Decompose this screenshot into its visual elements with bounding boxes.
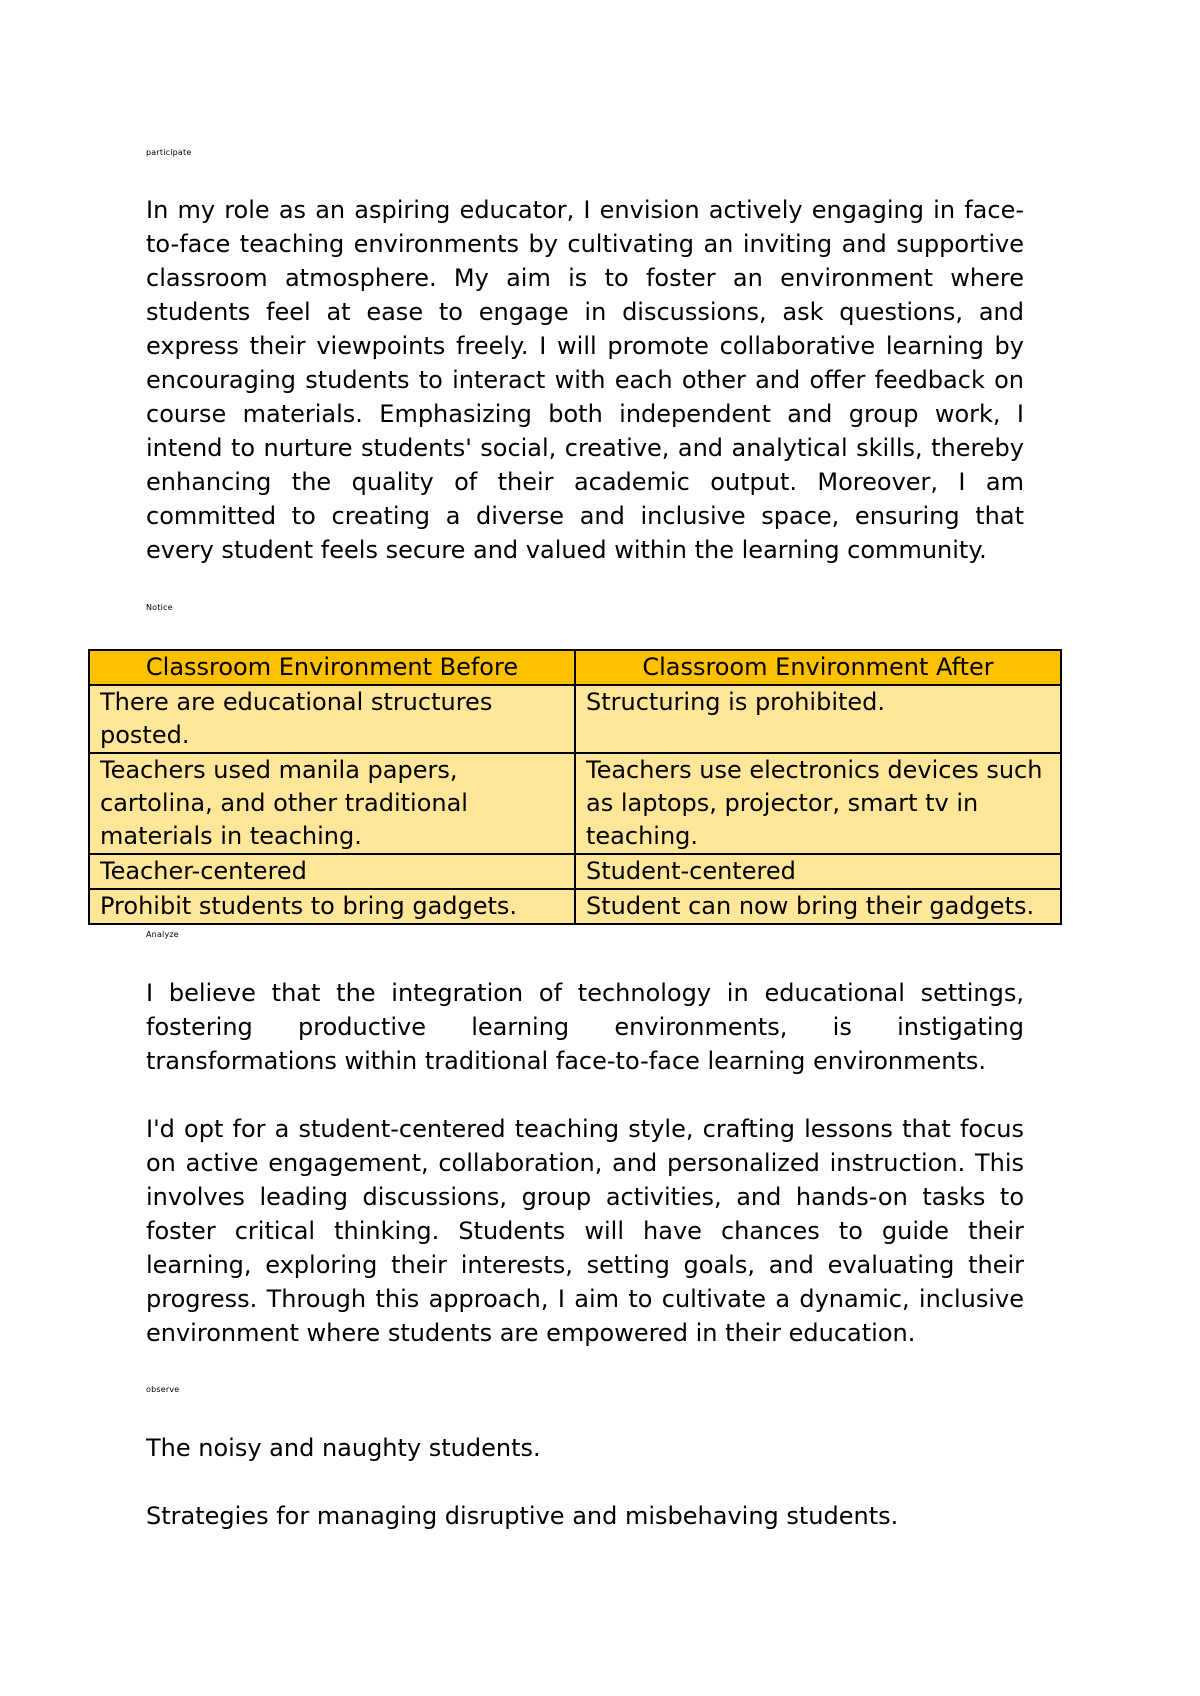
table-cell-after: Student-centered [575,854,1061,889]
observe-label: observe [146,1385,180,1394]
table-cell-before: There are educational structures posted. [89,685,575,753]
table-cell-after: Student can now bring their gadgets. [575,889,1061,924]
table-row [89,753,1061,854]
observe-paragraph-1: The noisy and naughty students. [146,1434,541,1462]
table-header-before: Classroom Environment Before [89,650,575,685]
table-row [89,685,1061,753]
table-cell-before: Teacher-centered [89,854,575,889]
table-cell-after: Teachers use electronics devices such as laptops, projector, smart tv in teaching. [575,753,1061,854]
analyze-label: Analyze [146,930,179,939]
analyze-paragraph-1: I believe that the integration of technology in educational settings, fostering productive learning environments, is instigating transformations within traditional face-to-face learning environments. [146,979,1024,1075]
notice-label: Notice [146,603,173,612]
participate-paragraph: In my role as an aspiring educator, I envision actively engaging in face-to-face teaching environments by cultivating an inviting and supportive classroom atmosphere. My aim is to foster an environment where students feel at ease to engage in discussions, ask questions, and express their viewpoints freely. I will promote collaborative learning by encouraging students to interact with each other and offer feedback on course materials. Emphasizing both independent and group work, I intend to nurture students' social, creative, and analytical skills, thereby enhancing the quality of their academic output. Moreover, I am committed to creating a diverse and inclusive space, ensuring that every student feels secure and valued within the learning community. [146,196,1024,564]
table-header-row [89,650,1061,685]
table-cell-before: Prohibit students to bring gadgets. [89,889,575,924]
observe-paragraph-2: Strategies for managing disruptive and misbehaving students. [146,1502,899,1530]
classroom-environment-table [88,649,1062,925]
table-row [89,889,1061,924]
table-cell-after: Structuring is prohibited. [575,685,1061,753]
table-row [89,854,1061,889]
analyze-paragraph-2: I'd opt for a student-centered teaching style, crafting lessons that focus on active engagement, collaboration, and personalized instruction. This involves leading discussions, group activities, and hands-on tasks to foster critical thinking. Students will have chances to guide their learning, exploring their interests, setting goals, and evaluating their progress. Through this approach, I aim to cultivate a dynamic, inclusive environment where students are empowered in their education. [146,1115,1024,1347]
table-cell-before: Teachers used manila papers, cartolina, and other traditional materials in teaching. [89,753,575,854]
participate-label: participate [146,148,192,157]
table-header-after: Classroom Environment After [575,650,1061,685]
